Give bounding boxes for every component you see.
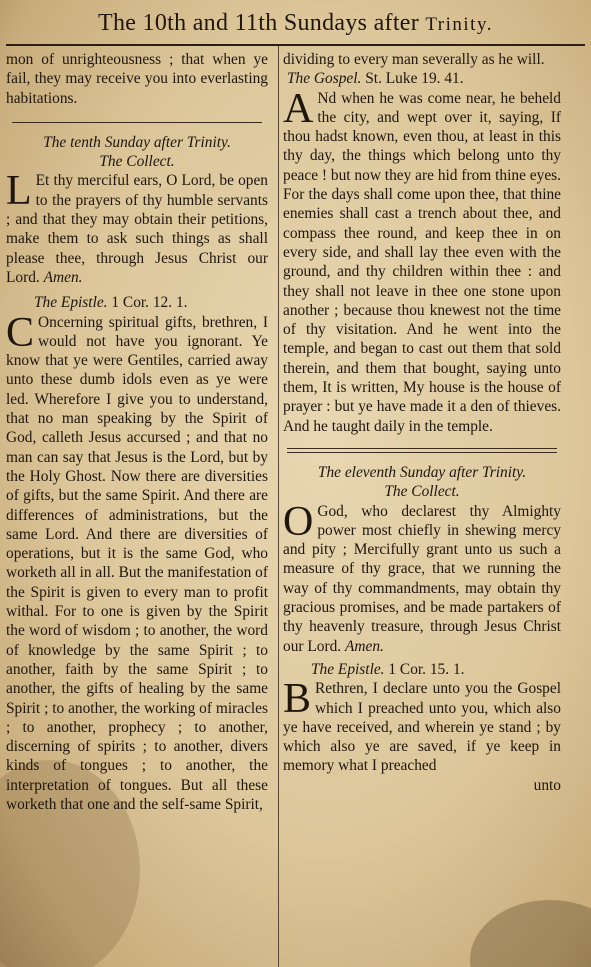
page-stain [470, 900, 591, 967]
epistle-text: Oncerning spiritual gifts, brethren, I would not have you ignorant. Ye know that ye were Gentiles, carried away unto these dumb idols even as ye were led. Wherefore I give you to understand, that no man speaking by the Spirit of God, calleth Jesus accursed ; and that no man can say that Jesus is the Lord, but by the Holy Ghost. Now there are diversities of gifts, but the same Spirit. And there are differences of administrations, but the same Lord. And there are diversities of operations, but it is the same God, who worketh all in all. But the manifestation of the Spirit is given to every man to profit withal. For to one is given by the Spirit the word of wisdom ; to another, the word of knowledge by the same Spirit ; to another, faith by the same Spirit ; to another, the gifts of healing by the same Spirit ; to another, the working of miracles ; to another, prophecy ; to another, discerning of spirits ; to another, divers kinds of tongues ; to another, the interpretation of tongues. But all these worketh that one and the self-same Spirit, [6, 313, 268, 813]
drop-cap: B [283, 676, 312, 723]
epistle-heading [283, 660, 561, 679]
epistle-ref: 1 Cor. 15. 1. [388, 660, 465, 678]
epistle-label: The Epistle. [34, 294, 108, 312]
right-column [283, 50, 561, 795]
drop-cap: C [6, 309, 35, 356]
epistle-label: The Epistle. [311, 660, 385, 678]
sunday-title: The tenth Sunday after Trinity. [43, 133, 231, 151]
amen: Amen. [43, 268, 83, 286]
gospel-text: Nd when he was come near, he beheld the city, and wept over it, saying, If thou hadst known, even thou, at least in this thy day, the things which belong unto thy peace ! but now they are hid from thine eyes. For the days shall come upon thee, that thine enemies shall cast a trench about thee, and compass thee round, and keep thee in on every side, and shall lay thee even with the ground, and thy children within thee : and they shall not leave in thee one stone upon another ; because thou knewest not the time of thy visitation. And he went into the temple, and began to cast out them that sold therein, and them that bought, saying unto them, It is written, My house is the house of prayer : but ye have made it a den of thieves. And he taught daily in the temple. [283, 89, 561, 435]
epistle-text: Rethren, I declare unto you the Gospel which I preached unto you, which also ye have received, and wherein ye stand ; by which also ye are saved, if ye keep in memory what I preached [283, 680, 561, 775]
section-rule [287, 448, 557, 453]
epistle-paragraph [6, 309, 268, 815]
collect-text: God, who declarest thy Almighty power most chiefly in shewing mercy and pity ; Mercifully grant unto us such a measure of thy grace, that we running the way of thy commandments, may obtain thy gracious promises, and be made partakers of thy heavenly treasure, through Jesus Christ our Lord. [283, 502, 561, 655]
sunday-title: The eleventh Sunday after Trinity. [317, 463, 527, 481]
header-title-smallcaps: Trinity. [425, 14, 493, 35]
header-title: The 10th and 11th Sundays after [98, 10, 426, 36]
section-rule [12, 122, 262, 123]
collect-title: The Collect. [99, 153, 175, 171]
epistle-heading [6, 293, 268, 312]
collect-paragraph [283, 498, 561, 656]
header-rule [6, 44, 585, 46]
gospel-label: The Gospel. [287, 70, 362, 88]
catchword: unto [533, 776, 561, 794]
drop-cap: A [283, 85, 314, 132]
drop-cap: L [6, 168, 32, 215]
running-header [0, 10, 591, 37]
gospel-ref: St. Luke 19. 41. [365, 70, 464, 88]
epistle-ref: 1 Cor. 12. 1. [111, 294, 188, 312]
column-divider [278, 46, 279, 967]
epistle-paragraph [283, 676, 561, 775]
continuation-text: mon of unrighteousness ; that when ye fail, they may receive you into everlasting habitations. [6, 51, 268, 107]
continuation-text: dividing to every man severally as he will. [283, 51, 545, 68]
left-column [6, 50, 268, 814]
drop-cap: O [283, 498, 314, 545]
gospel-heading [283, 69, 561, 88]
collect-text: Et thy merciful ears, O Lord, be open to the prayers of thy humble servants ; and that they may obtain their petitions, make them to ask such things as shall please thee, through Jesus Christ our Lord. [6, 172, 268, 286]
amen: Amen. [345, 637, 384, 655]
collect-title: The Collect. [384, 483, 460, 501]
gospel-paragraph [283, 85, 561, 436]
collect-paragraph [6, 168, 268, 287]
